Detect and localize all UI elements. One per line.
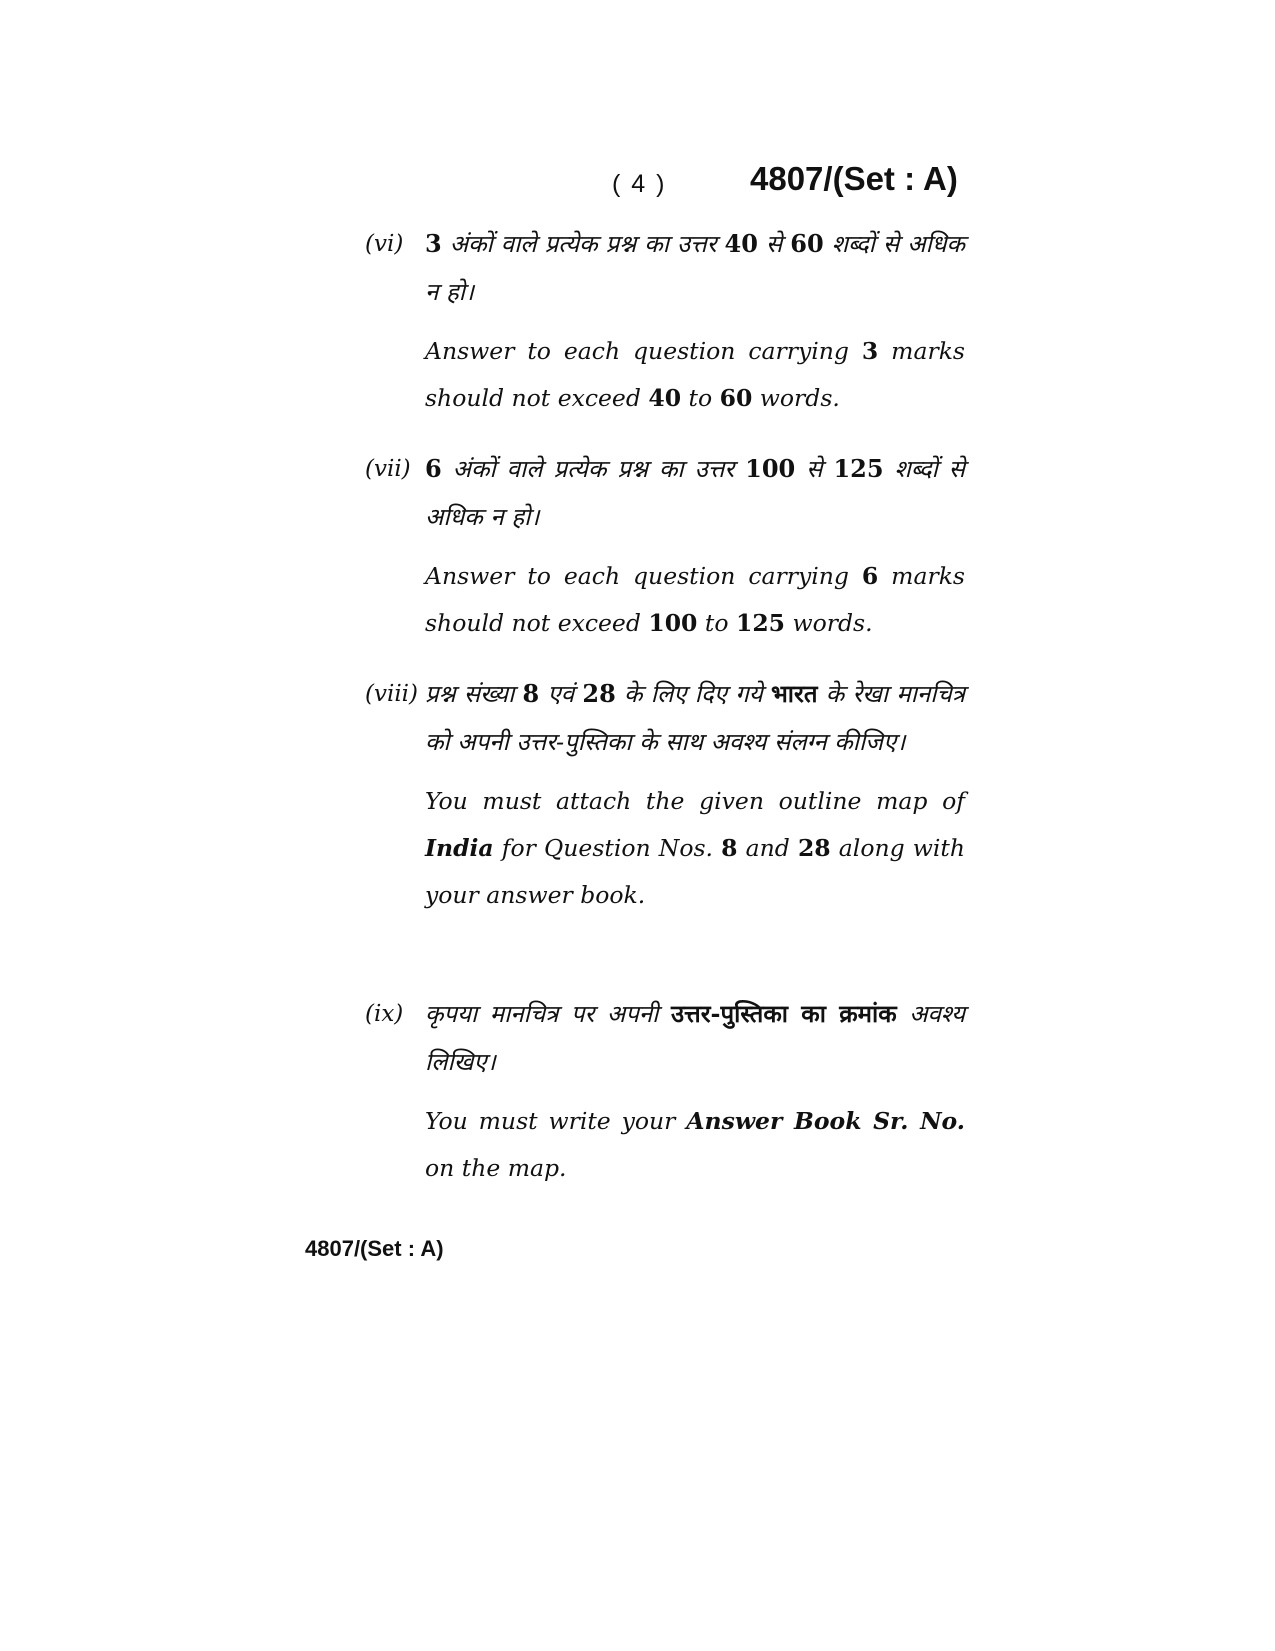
item-label: (vi) bbox=[365, 231, 404, 257]
english-instruction: Answer to each question carrying 3 marks should not exceed 40 to 60 words. bbox=[425, 337, 965, 412]
english-instruction: Answer to each question carrying 6 marks should not exceed 100 to 125 words. bbox=[425, 562, 965, 637]
hindi-instruction: प्रश्न संख्या 8 एवं 28 के लिए दिए गये भारत के रेखा मानचित्र को अपनी उत्तर-पुस्तिका के साथ अवश्य संलग्न कीजिए। bbox=[425, 679, 965, 756]
english-instruction: You must attach the given outline map of India for Question Nos. 8 and 28 along with your answer book. bbox=[425, 787, 965, 909]
page-header bbox=[0, 160, 1275, 210]
hindi-instruction: कृपया मानचित्र पर अपनी उत्तर-पुस्तिका का क्रमांक अवश्य लिखिए। bbox=[425, 999, 965, 1076]
item-body bbox=[425, 670, 965, 919]
page-number: ( 4 ) bbox=[612, 170, 667, 198]
hindi-instruction: 6 अंकों वाले प्रत्येक प्रश्न का उत्तर 100 से 125 शब्दों से अधिक न हो। bbox=[425, 454, 965, 531]
item-body bbox=[425, 445, 965, 647]
paper-code-footer: 4807/(Set : A) bbox=[305, 1236, 444, 1261]
item-body bbox=[425, 220, 965, 422]
english-instruction: You must write your Answer Book Sr. No. on the map. bbox=[425, 1107, 965, 1182]
hindi-instruction: 3 अंकों वाले प्रत्येक प्रश्न का उत्तर 40 से 60 शब्दों से अधिक न हो। bbox=[425, 229, 965, 306]
item-label: (vii) bbox=[365, 456, 411, 482]
paper-code-header: 4807/(Set : A) bbox=[750, 160, 958, 197]
item-label: (ix) bbox=[365, 1001, 404, 1027]
item-body bbox=[425, 990, 965, 1192]
item-label: (viii) bbox=[365, 681, 419, 707]
